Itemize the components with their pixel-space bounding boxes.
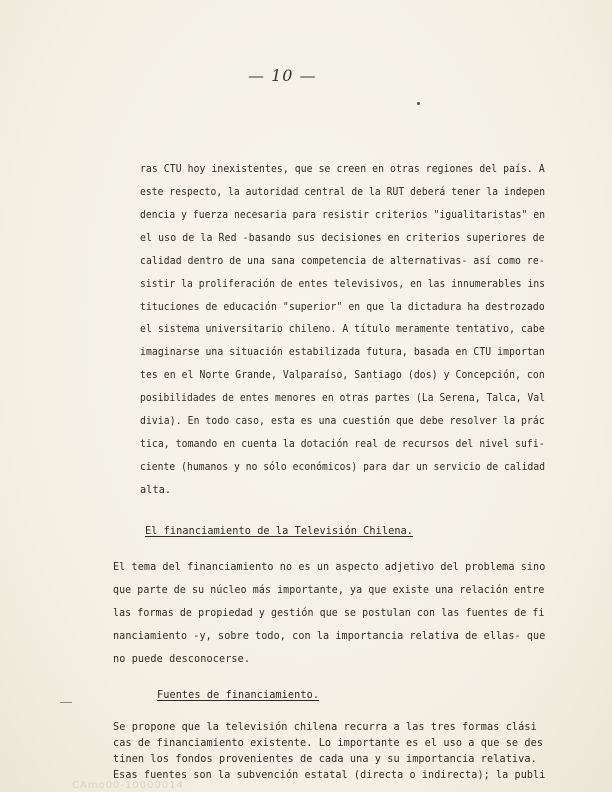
section-heading: El financiamiento de la Televisión Chilena. bbox=[145, 526, 414, 537]
text-line: dencia y fuerza necesaria para resistir criterios "igualitaristas" en bbox=[140, 210, 546, 221]
text-line: este respecto, la autoridad central de la RUT deberá tener la indepen bbox=[140, 187, 546, 198]
text-line: el uso de la Red -basando sus decisiones en criterios superiores de bbox=[140, 233, 545, 244]
subsection-heading: Fuentes de financiamiento. bbox=[157, 690, 320, 701]
text-line: sistir la proliferación de entes televisivos, en las innumerables ins bbox=[140, 279, 546, 290]
margin-mark bbox=[60, 702, 72, 703]
text-line: las formas de propiedad y gestión que se postulan con las fuentes de fi bbox=[113, 608, 545, 619]
text-line: tica, tomando en cuenta la dotación real de recursos del nivel sufi- bbox=[140, 439, 545, 450]
text-line: el sistema universitario chileno. A título meramente tentativo, cabe bbox=[140, 324, 545, 335]
text-line: calidad dentro de una sana competencia de alternativas- así como re- bbox=[140, 256, 545, 267]
text-line: tes en el Norte Grande, Valparaíso, Santiago (dos) y Concepción, con bbox=[140, 370, 545, 381]
text-line: posibilidades de entes menores en otras partes (La Serena, Talca, Val bbox=[140, 393, 546, 404]
text-line: tituciones de educación "superior" en que la dictadura ha destrozado bbox=[140, 302, 545, 313]
text-line: El tema del financiamiento no es un aspecto adjetivo del problema sino bbox=[113, 562, 546, 573]
archive-stamp: CAmo00-10000014 bbox=[72, 780, 184, 791]
text-line: alta. bbox=[140, 485, 172, 496]
text-line: ras CTU hoy inexistentes, que se creen en otras regiones del país. A bbox=[140, 164, 545, 175]
speck bbox=[417, 102, 420, 105]
text-line: Se propone que la televisión chilena recurra a las tres formas clási bbox=[113, 722, 537, 733]
text-line: cas de financiamiento existente. Lo importante es el uso a que se des bbox=[113, 738, 544, 749]
text-line: tinen los fondos provenientes de cada una y su importancia relativa. bbox=[113, 754, 537, 765]
text-line: nanciamiento -y, sobre todo, con la importancia relativa de ellas- que bbox=[113, 631, 546, 642]
text-line: divia). En todo caso, esta es una cuestión que debe resolver la prác bbox=[140, 416, 545, 427]
text-line: imaginarse una situación estabilizada futura, basada en CTU importan bbox=[140, 347, 545, 358]
text-line: Esas fuentes son la subvención estatal (directa o indirecta); la publi bbox=[113, 770, 546, 781]
page-number: — 10 — bbox=[248, 66, 317, 85]
text-line: no puede desconocerse. bbox=[113, 654, 251, 665]
text-line: ciente (humanos y no sólo económicos) para dar un servicio de calidad bbox=[140, 462, 546, 473]
text-line: que parte de su núcleo más importante, ya que existe una relación entre bbox=[113, 585, 545, 596]
